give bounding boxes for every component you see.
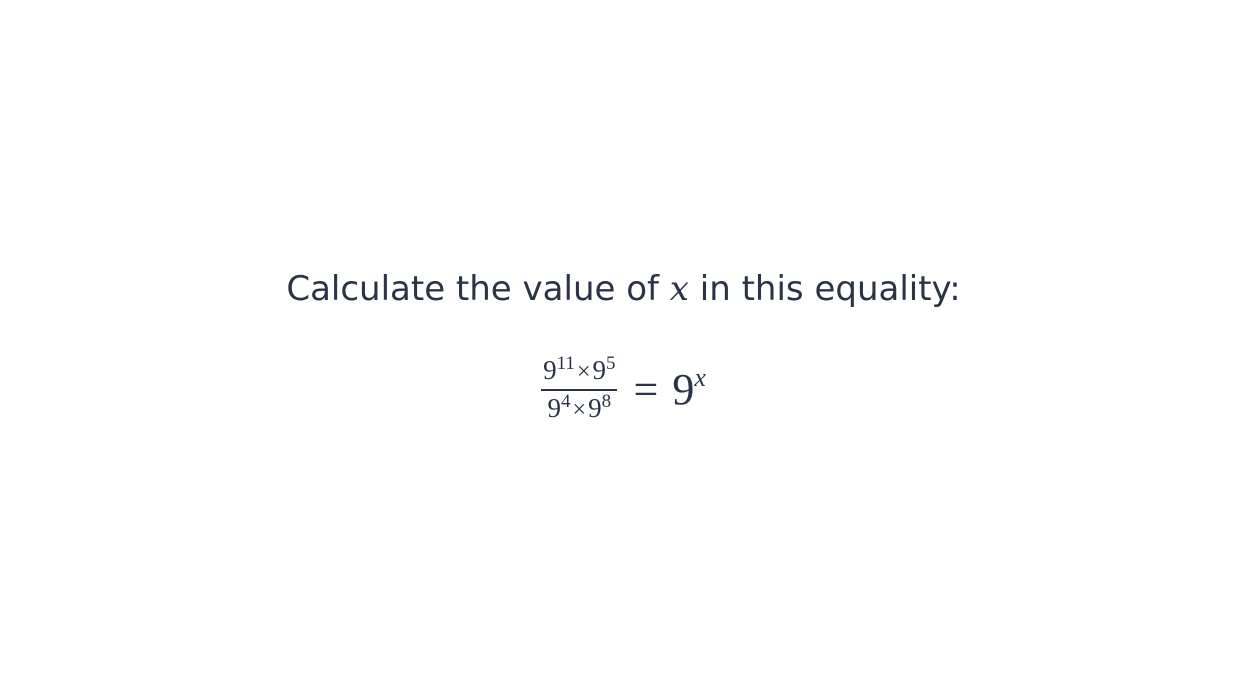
denominator-base-1: 9 bbox=[547, 392, 562, 423]
rhs-base: 9 bbox=[672, 365, 695, 414]
rhs-exponent: x bbox=[694, 363, 706, 392]
equation bbox=[0, 350, 1247, 430]
equals-sign: = bbox=[633, 365, 659, 414]
numerator-exponent-2: 5 bbox=[605, 353, 616, 375]
question-text bbox=[0, 264, 1247, 314]
denominator bbox=[546, 390, 614, 425]
question-suffix: in this equality: bbox=[688, 269, 961, 309]
denominator-exponent-1: 4 bbox=[561, 390, 571, 412]
numerator-base-2: 9 bbox=[592, 355, 606, 386]
denominator-base-2: 9 bbox=[588, 392, 602, 423]
right-hand-side bbox=[672, 363, 706, 414]
question-prefix: Calculate the value of bbox=[286, 269, 670, 309]
numerator-base-1: 9 bbox=[543, 355, 557, 386]
numerator-times: × bbox=[576, 359, 591, 386]
numerator-exponent-1: 11 bbox=[556, 353, 575, 375]
numerator bbox=[541, 355, 617, 387]
question-variable: x bbox=[669, 269, 689, 309]
fraction bbox=[541, 355, 617, 425]
denominator-exponent-2: 8 bbox=[601, 390, 612, 412]
denominator-times: × bbox=[572, 396, 587, 423]
